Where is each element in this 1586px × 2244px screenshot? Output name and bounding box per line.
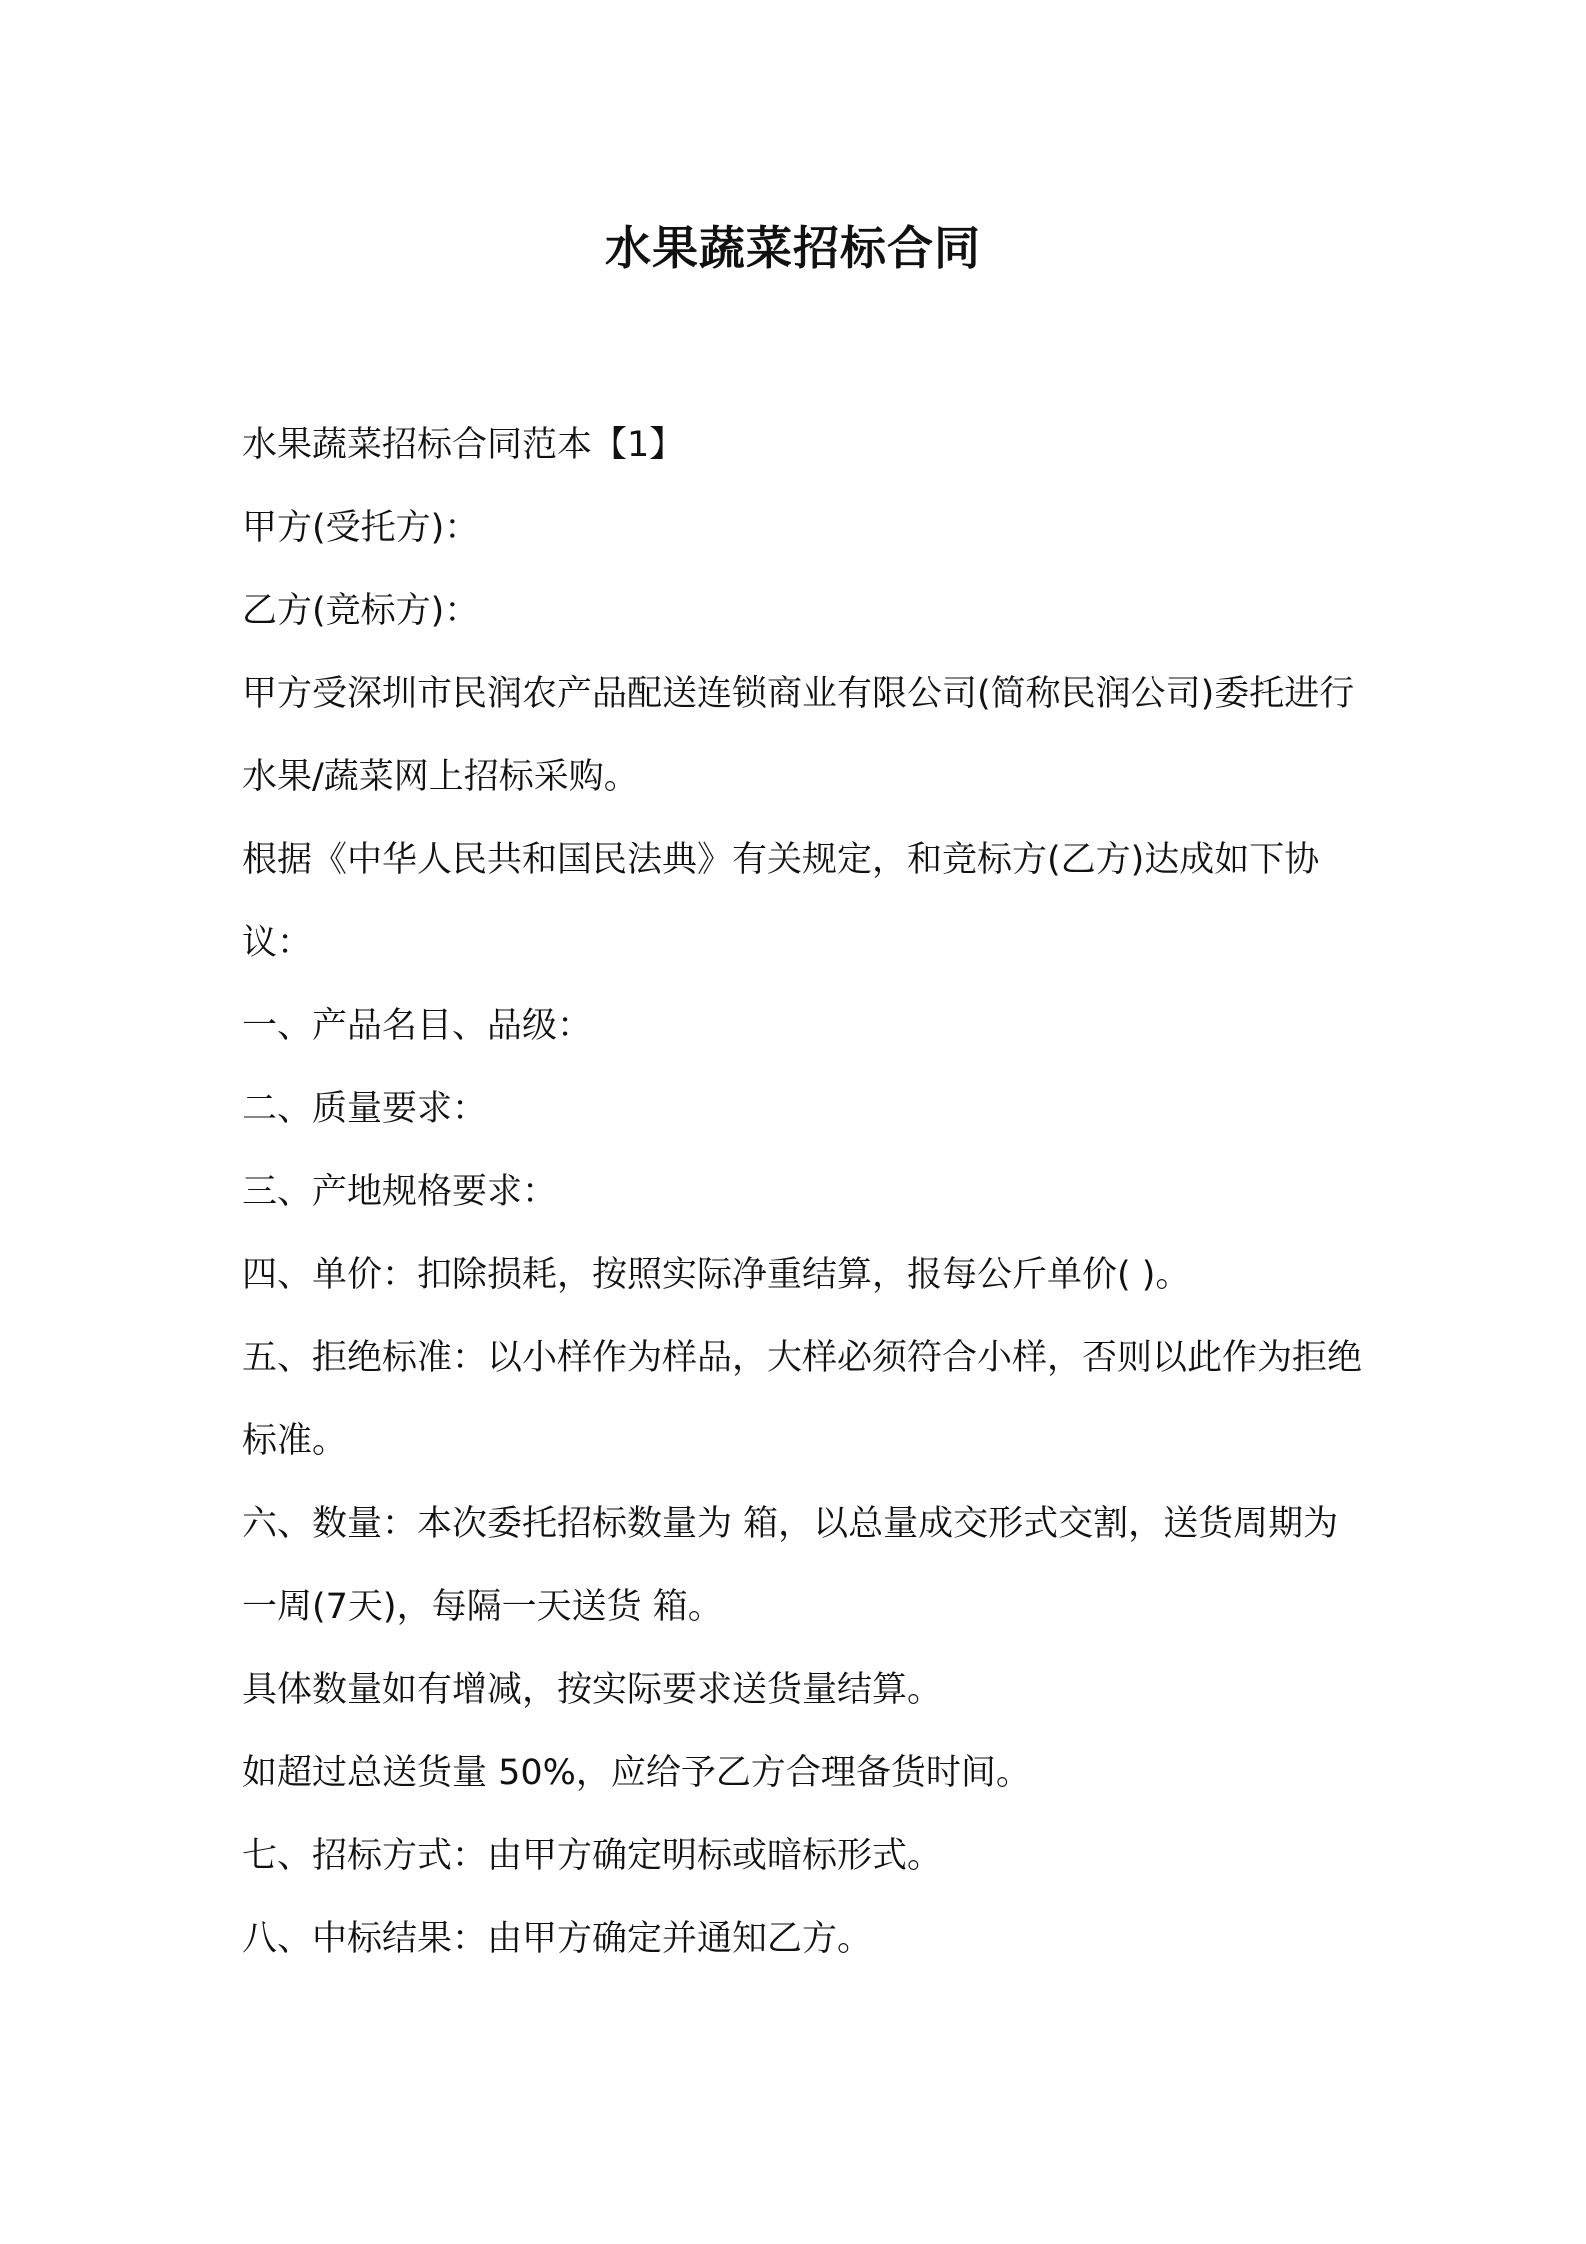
paragraph-clause-1: 一、产品名目、品级： <box>242 1006 593 1046</box>
paragraph-entrustment: 甲方受深圳市民润农产品配送连锁商业有限公司(简称民润公司)委托进行水果/蔬菜网上招标采购。 <box>242 674 1355 797</box>
paragraph-party-b: 乙方(竞标方)： <box>242 591 480 631</box>
paragraph-legal-basis: 根据《中华人民共和国民法典》有关规定，和竞标方(乙方)达成如下协议： <box>242 840 1320 963</box>
paragraph-clause-7: 七、招标方式：由甲方确定明标或暗标形式。 <box>242 1836 943 1876</box>
document-title: 水果蔬菜招标合同 <box>605 221 981 275</box>
paragraph-clause-3: 三、产地规格要求： <box>242 1172 558 1212</box>
paragraph-clause-8: 八、中标结果：由甲方确定并通知乙方。 <box>242 1919 873 1959</box>
paragraph-clause-4: 四、单价：扣除损耗，按照实际净重结算，报每公斤单价( )。 <box>242 1255 1191 1295</box>
paragraph-clause-5: 五、拒绝标准：以小样作为样品，大样必须符合小样，否则以此作为拒绝标准。 <box>242 1338 1363 1461</box>
document-body <box>242 404 1362 1981</box>
paragraph-clause-6-excess: 如超过总送货量 50%，应给予乙方合理备货时间。 <box>242 1753 1031 1793</box>
paragraph-clause-6-adjustment: 具体数量如有增减，按实际要求送货量结算。 <box>242 1670 943 1710</box>
paragraph-party-a: 甲方(受托方)： <box>242 508 480 548</box>
paragraph-clause-6: 六、数量：本次委托招标数量为 箱，以总量成交形式交割，送货周期为一周(7天)，每隔一天送货 箱。 <box>242 1504 1339 1627</box>
paragraph-clause-2: 二、质量要求： <box>242 1089 488 1129</box>
paragraph-template-heading: 水果蔬菜招标合同范本【1】 <box>242 425 685 465</box>
